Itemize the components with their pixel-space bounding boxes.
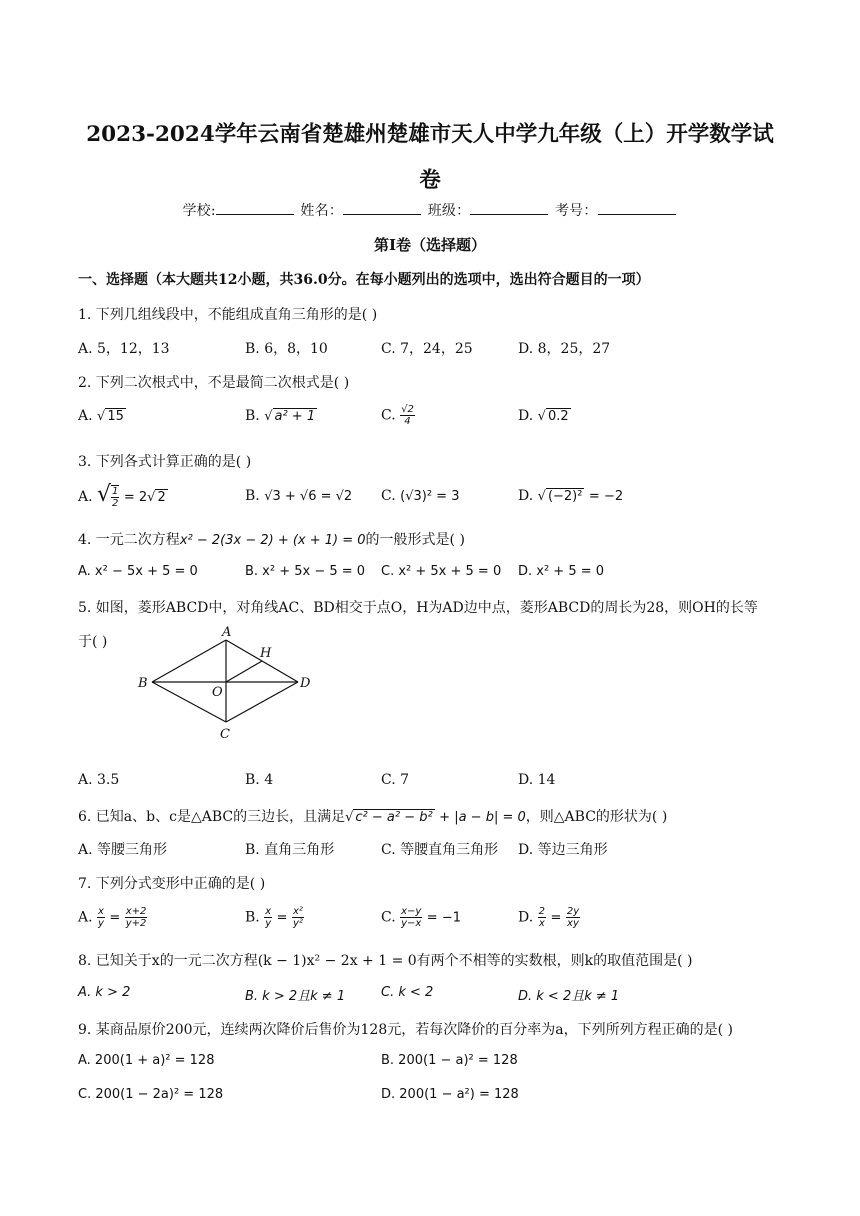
question-4-stem: 4. 一元二次方程x² − 2(3x − 2) + (x + 1) = 0的一般形式是( ) [78,532,465,548]
question-9-stem: 9. 某商品原价200元，连续两次降价后售价为128元，若每次降价的百分率为a，下列所列方程正确的是( ) [78,1022,733,1038]
label-c: C [220,727,230,742]
q3-option-a: A. √ $\frac{1}{2}$ = 2√ 2 [78,482,166,509]
q9-option-b: B. 200(1 − a)² = 128 [381,1053,518,1068]
q5-option-c: C. 7 [381,772,410,788]
q7-option-d: D. $\frac{2}{x}$ = $\frac{2y}{xy}$ [518,906,580,929]
q7-option-c: C. $\frac{x-y}{y-x}$ = −1 [381,906,461,929]
question-8-options [78,985,798,1007]
question-2-options [78,404,798,438]
question-6-options [78,839,798,861]
q9-option-c: C. 200(1 − 2a)² = 128 [78,1087,224,1102]
page-title [60,112,800,204]
q5-option-d: D. 14 [518,772,556,788]
q1-option-d: D. 8，25，27 [518,341,611,357]
label-d: D [300,676,311,691]
question-4-options [78,564,798,586]
section-heading: 一、选择题（本大题共12小题，共36.0分。在每小题列出的选项中，选出符合题目的一项） [78,272,650,288]
q5-option-b: B. 4 [245,772,274,788]
name-label: 姓名： [300,203,344,219]
label-o: O [212,685,223,700]
q3-option-d: D. √ (−2)² = −2 [518,488,624,504]
q8-option-c: C. k < 2 [381,985,434,1000]
q8-option-a: A. k > 2 [78,985,131,1000]
q9-option-d: D. 200(1 − a²) = 128 [381,1087,519,1102]
rhombus-figure [134,622,324,742]
q4-option-b: B. x² + 5x − 5 = 0 [245,564,366,579]
question-1-stem: 1. 下列几组线段中，不能组成直角三角形的是( ) [78,307,378,323]
label-h: H [260,646,272,661]
question-3-stem: 3. 下列各式计算正确的是( ) [78,454,252,470]
school-label: 学校: [182,203,216,219]
q7-option-b: B. $\frac{x}{y}$ = $\frac{\text{x²}}{\text{y²}}$ [245,906,303,929]
class-blank [470,202,548,215]
volume-heading: 第I卷（选择题） [373,236,487,254]
title-line-2: 卷 [419,168,441,193]
question-3-options [78,482,798,518]
q1-option-c: C. 7，24，25 [381,341,473,357]
q3-option-c: C. (√3)² = 3 [381,488,460,504]
question-5-stem: 5. 如图，菱形ABCD中，对角线AC、BD相交于点O，H为AD边中点，菱形ABCD的周长为28，则OH的长等 [78,600,758,616]
q4-option-d: D. x² + 5 = 0 [518,564,605,579]
segment-oh [226,661,262,682]
q7-option-a: A. $\frac{x}{y}$ = $\frac{x+2}{y+2}$ [78,906,147,929]
label-a: A [222,625,232,640]
question-2-stem: 2. 下列二次根式中，不是最简二次根式是( ) [78,375,350,391]
edge-dc [226,682,298,722]
question-9-options-row1 [78,1053,798,1075]
q8-option-d: D. k < 2且k ≠ 1 [518,989,620,1004]
edge-ab [152,640,226,682]
q4-option-a: A. x² − 5x + 5 = 0 [78,564,198,579]
q6-option-c: C. 等腰直角三角形 [381,842,499,858]
q2-option-c: C. $\frac{√2}{4}$ [381,404,414,427]
q1-option-b: B. 6，8，10 [245,341,328,357]
q2-option-d: D. √ 0.2 [518,408,569,424]
title-line-1: 2023-2024学年云南省楚雄州楚雄市天人中学九年级（上）开学数学试 [86,122,774,147]
exam-no-label: 考号： [554,203,598,219]
q1-option-a: A. 5，12，13 [78,341,170,357]
q9-option-a: A. 200(1 + a)² = 128 [78,1053,215,1068]
label-b: B [138,676,148,691]
q8-option-b: B. k > 2且k ≠ 1 [245,989,346,1004]
school-blank [216,202,294,215]
q4-option-c: C. x² + 5x + 5 = 0 [381,564,502,579]
q5-option-a: A. 3.5 [78,772,120,788]
question-5-stem-cont: 于( ) [78,634,108,650]
student-info [0,200,860,220]
q6-option-b: B. 直角三角形 [245,842,335,858]
name-blank [343,202,421,215]
question-8-stem: 8. 已知关于x的一元二次方程(k − 1)x² − 2x + 1 = 0有两个不相等的实数根，则k的取值范围是( ) [78,953,693,969]
q6-option-d: D. 等边三角形 [518,842,608,858]
exam-no-blank [598,202,676,215]
question-6-stem: 6. 已知a、b、c是△ABC的三边长，且满足√ c² − a² − b² + |a − b| = 0，则△ABC的形状为( ) [78,809,668,825]
question-7-stem: 7. 下列分式变形中正确的是( ) [78,876,266,892]
q3-option-b: B. √3 + √6 = √2 [245,488,353,504]
question-1-options [78,338,798,360]
question-5-options [78,772,798,794]
question-7-options [78,906,798,936]
question-9-options-row2 [78,1087,798,1109]
q6-option-a: A. 等腰三角形 [78,842,168,858]
q2-option-a: A. √ 15 [78,408,124,424]
q2-option-b: B. √ a² + 1 [245,408,316,424]
class-label: 班级： [427,203,471,219]
